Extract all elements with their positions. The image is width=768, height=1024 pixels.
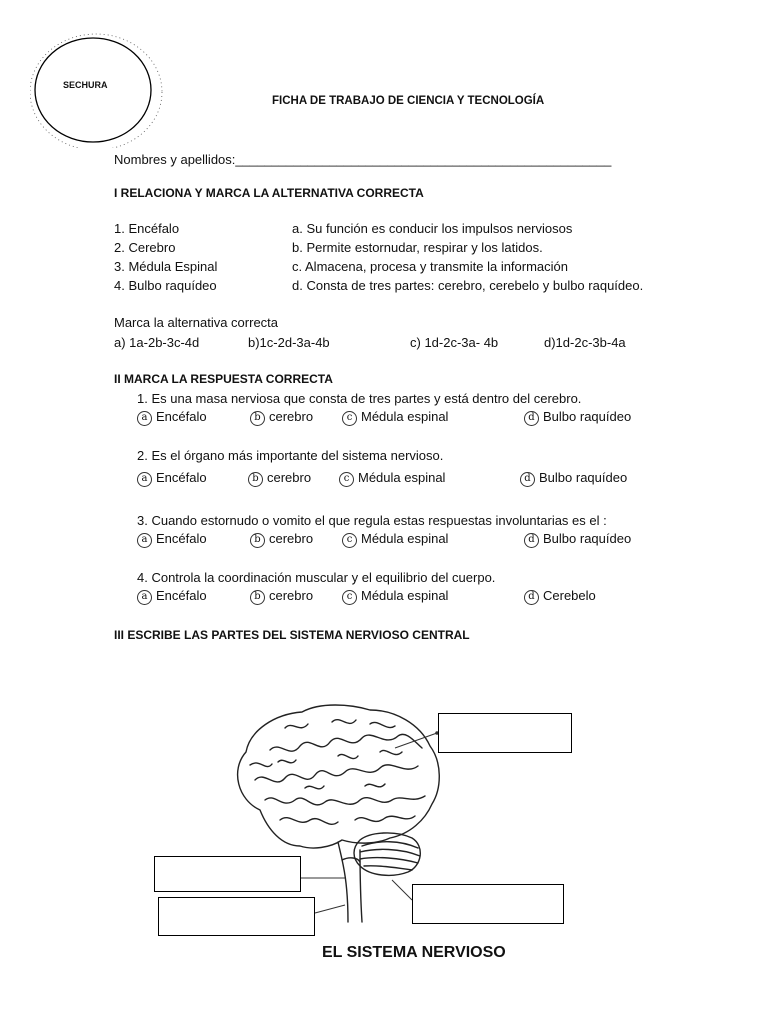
option-a-icon: a — [137, 411, 152, 426]
page-title: FICHA DE TRABAJO DE CIENCIA Y TECNOLOGÍA — [272, 95, 545, 107]
question-1: 1. Es una masa nerviosa que consta de tres partes y está dentro del cerebro. — [137, 391, 582, 406]
option-b-icon: b — [248, 472, 263, 487]
alternative-b[interactable]: b)1c-2d-3a-4b — [248, 335, 330, 350]
option-label: cerebro — [267, 470, 312, 485]
question-3: 3. Cuando estornudo o vomito el que regula estas respuestas involuntarias es el : — [137, 513, 607, 528]
alternative-c[interactable]: c) 1d-2c-3a- 4b — [410, 335, 499, 350]
option-c-icon: c — [339, 472, 354, 487]
option-a-icon: a — [137, 533, 152, 548]
alternatives-prompt: Marca la alternativa correcta — [114, 315, 279, 330]
option-label: cerebro — [269, 588, 314, 603]
label-box-medula[interactable] — [158, 897, 315, 936]
option-label: Cerebelo — [543, 588, 596, 603]
option-d-icon: d — [524, 590, 539, 605]
match-left-3: 3. Médula Espinal — [114, 259, 218, 274]
match-left-1: 1. Encéfalo — [114, 221, 180, 236]
option-label: Bulbo raquídeo — [543, 409, 632, 424]
label-box-cerebro[interactable] — [438, 713, 572, 753]
match-left-2: 2. Cerebro — [114, 240, 176, 255]
option-label: Encéfalo — [156, 470, 207, 485]
option-b-icon: b — [250, 411, 265, 426]
option-a-icon: a — [137, 472, 152, 487]
match-right-c: c. Almacena, procesa y transmite la información — [292, 259, 569, 274]
option-label: cerebro — [269, 531, 314, 546]
option-c-icon: c — [342, 590, 357, 605]
match-left-4: 4. Bulbo raquídeo — [114, 278, 217, 293]
option-b-icon: b — [250, 590, 265, 605]
label-box-cerebelo-left[interactable] — [154, 856, 301, 892]
match-right-d: d. Consta de tres partes: cerebro, cerebelo y bulbo raquídeo. — [292, 278, 644, 293]
label-box-cerebelo-right[interactable] — [412, 884, 564, 924]
option-label: Encéfalo — [156, 409, 207, 424]
option-d-icon: d — [524, 411, 539, 426]
option-b-icon: b — [250, 533, 265, 548]
option-label: Médula espinal — [361, 409, 449, 424]
section2-heading: II MARCA LA RESPUESTA CORRECTA — [114, 372, 333, 386]
option-label: cerebro — [269, 409, 314, 424]
option-a-icon: a — [137, 590, 152, 605]
option-label: Bulbo raquídeo — [543, 531, 632, 546]
option-c-icon: c — [342, 533, 357, 548]
option-label: Encéfalo — [156, 531, 207, 546]
option-d-icon: d — [524, 533, 539, 548]
option-d-icon: d — [520, 472, 535, 487]
option-label: Médula espinal — [361, 588, 449, 603]
option-c-icon: c — [342, 411, 357, 426]
option-label: Médula espinal — [358, 470, 446, 485]
alternative-a[interactable]: a) 1a-2b-3c-4d — [114, 335, 200, 350]
question-2: 2. Es el órgano más importante del sistema nervioso. — [137, 448, 444, 463]
section3-heading: III ESCRIBE LAS PARTES DEL SISTEMA NERVIOSO CENTRAL — [114, 628, 470, 642]
match-right-b: b. Permite estornudar, respirar y los latidos. — [292, 240, 543, 255]
match-right-a: a. Su función es conducir los impulsos nerviosos — [292, 221, 573, 236]
alternative-d[interactable]: d)1d-2c-3b-4a — [544, 335, 626, 350]
name-field[interactable]: Nombres y apellidos:____________________________________________________ — [114, 152, 612, 167]
option-label: Médula espinal — [361, 531, 449, 546]
logo-label: SECHURA — [63, 80, 108, 90]
option-label: Bulbo raquídeo — [539, 470, 628, 485]
question-4: 4. Controla la coordinación muscular y el equilibrio del cuerpo. — [137, 570, 496, 585]
figure-caption: EL SISTEMA NERVIOSO — [322, 944, 506, 961]
section1-heading: I RELACIONA Y MARCA LA ALTERNATIVA CORRECTA — [114, 186, 424, 200]
option-label: Encéfalo — [156, 588, 207, 603]
